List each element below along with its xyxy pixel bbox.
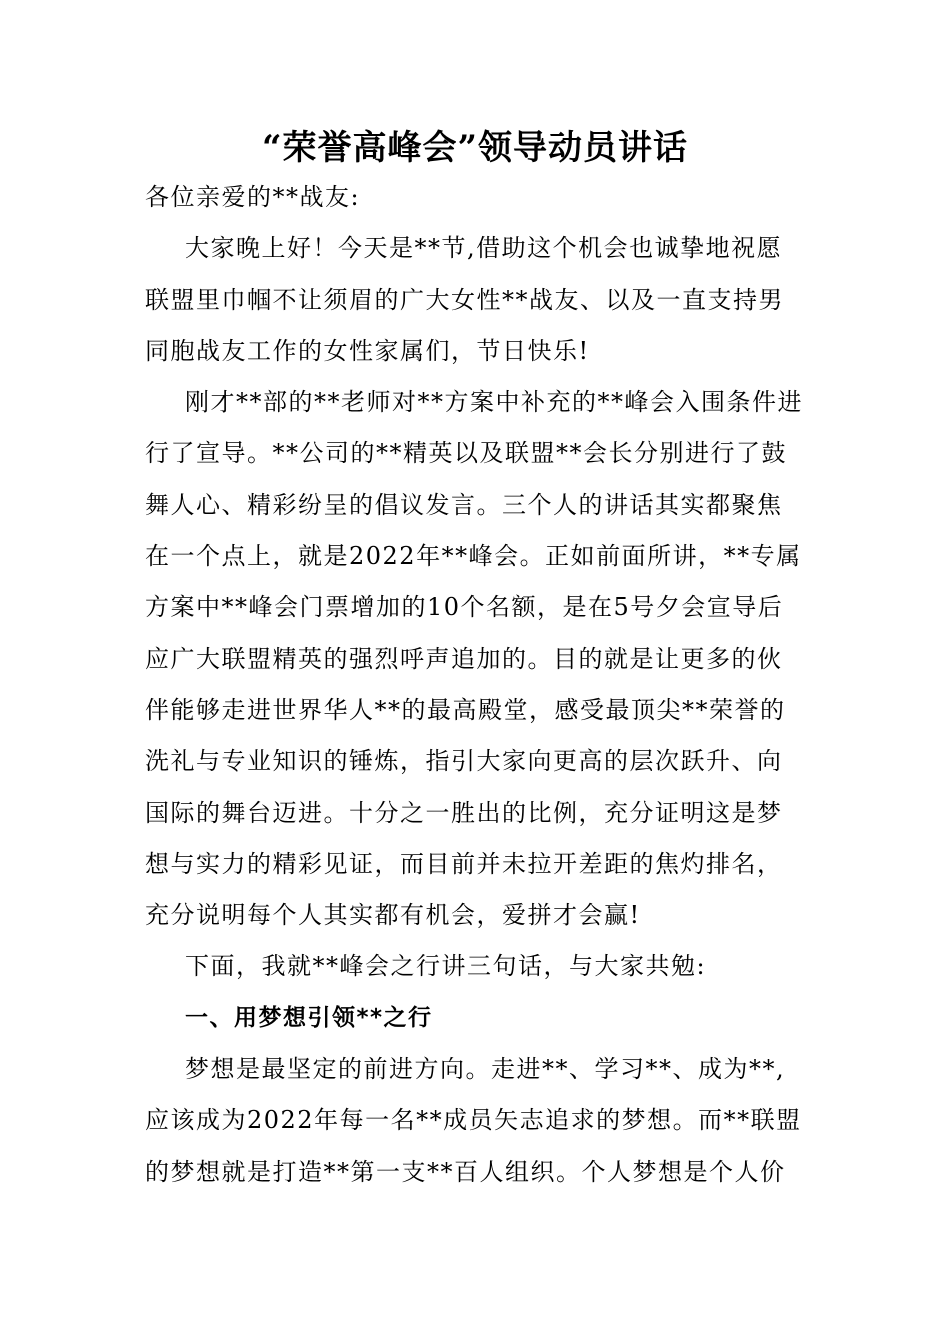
document-title: “荣誉高峰会”领导动员讲话 (261, 128, 689, 168)
paragraph-line: 伴能够走进世界华人**的最高殿堂，感受最顶尖**荣誉的 (145, 695, 786, 724)
paragraph-line: 方案中**峰会门票增加的10个名额，是在5号夕会宣导后 (145, 593, 784, 622)
document-body (145, 172, 805, 1198)
salutation: 各位亲爱的**战友: (145, 183, 361, 211)
paragraph-line: 联盟里巾帼不让须眉的广大女性**战友、以及一直支持男 (145, 285, 784, 314)
paragraph-line: 大家晚上好！今天是**节,借助这个机会也诚挚地祝愿 (185, 234, 783, 263)
paragraph-line: 的梦想就是打造**第一支**百人组织。个人梦想是个人价 (145, 1157, 786, 1186)
paragraph-line: 国际的舞台迈进。十分之一胜出的比例，充分证明这是梦 (145, 798, 783, 827)
paragraph-line: 想与实力的精彩见证，而目前并未拉开差距的焦灼排名， (145, 849, 783, 878)
section-heading: 一、用梦想引领**之行 (185, 1004, 433, 1031)
paragraph-line: 梦想是最坚定的前进方向。走进**、学习**、成为**, (185, 1055, 786, 1084)
paragraph-line: 舞人心、精彩纷呈的倡议发言。三个人的讲话其实都聚焦 (145, 490, 783, 519)
paragraph-line: 应该成为2022年每一名**成员矢志追求的梦想。而**联盟 (145, 1106, 802, 1135)
paragraph-line: 洗礼与专业知识的锤炼，指引大家向更高的层次跃升、向 (145, 747, 783, 776)
paragraph-line: 在一个点上，就是2022年**峰会。正如前面所讲，**专属 (145, 542, 802, 571)
paragraph-line: 刚才**部的**老师对**方案中补充的**峰会入围条件进 (185, 388, 803, 417)
paragraph-line: 同胞战友工作的女性家属们，节日快乐! (145, 336, 590, 365)
paragraph-line: 充分说明每个人其实都有机会，爱拼才会赢! (145, 901, 641, 930)
paragraph-line: 应广大联盟精英的强烈呼声追加的。目的就是让更多的伙 (145, 644, 783, 673)
paragraph-line: 下面，我就**峰会之行讲三句话，与大家共勉: (185, 952, 707, 981)
paragraph-line: 行了宣导。**公司的**精英以及联盟**会长分别进行了鼓 (145, 439, 787, 468)
